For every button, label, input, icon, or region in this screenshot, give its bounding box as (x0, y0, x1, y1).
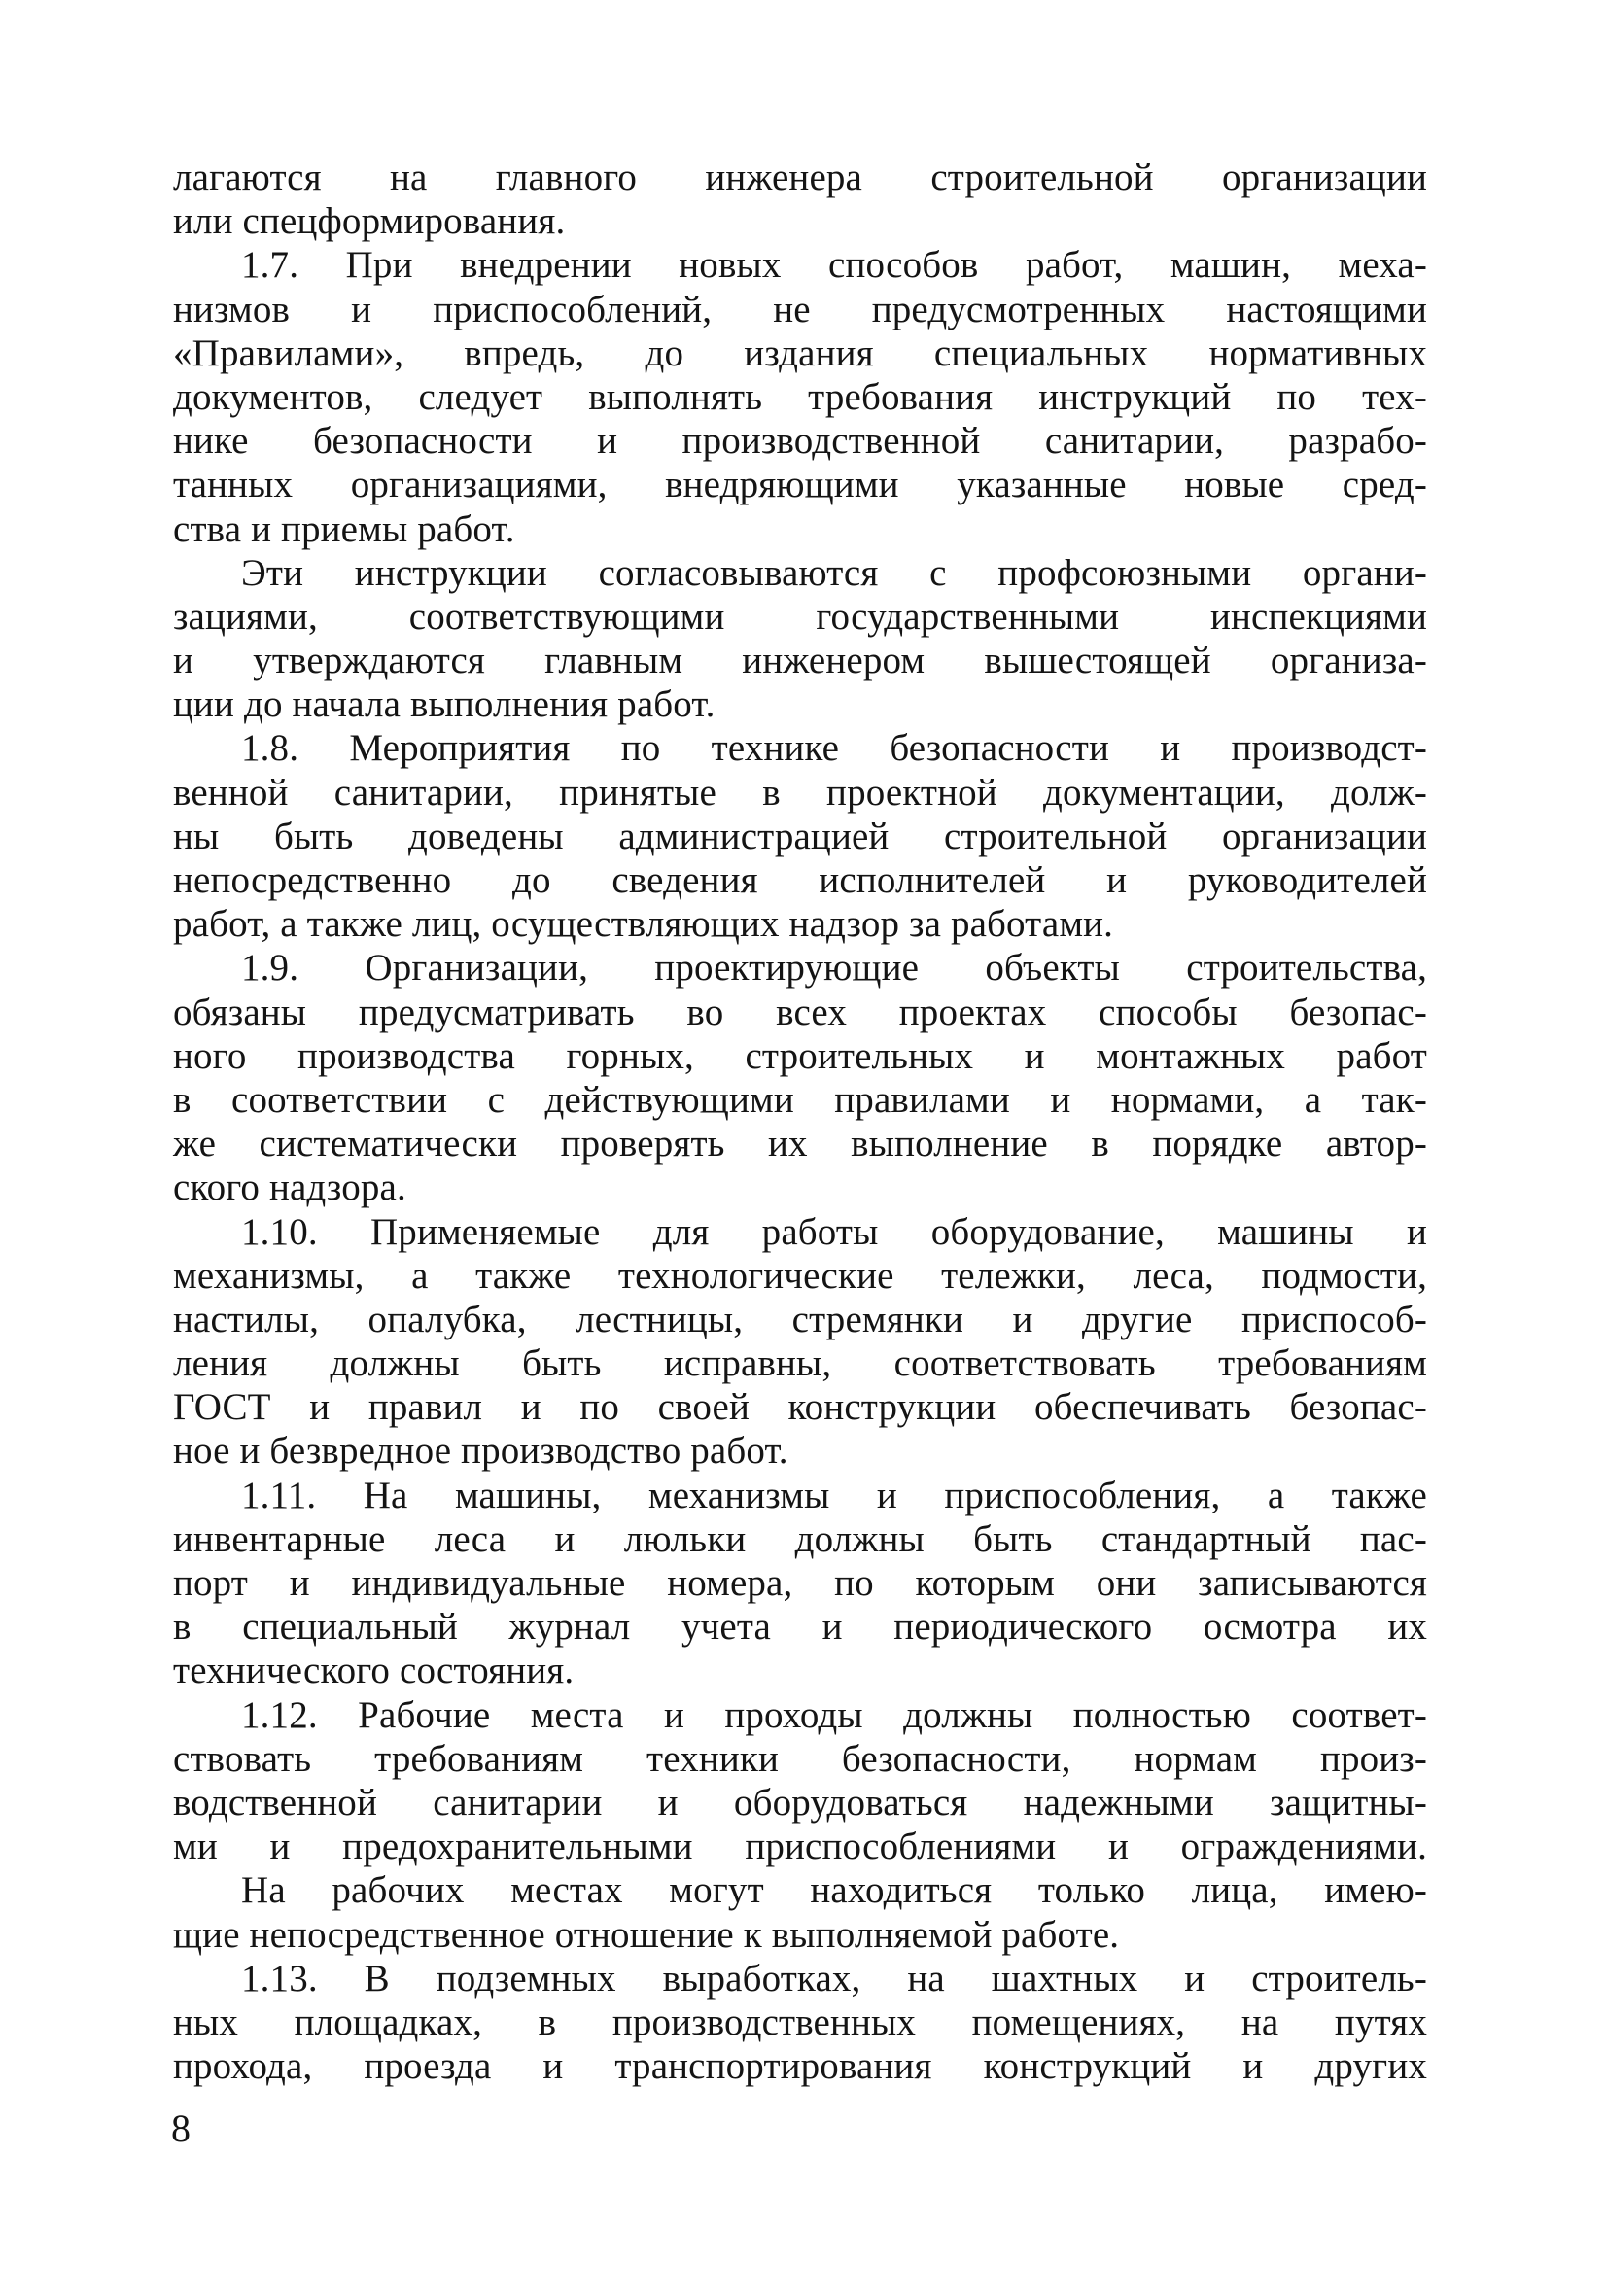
text-line: 1.12. Рабочие места и проходы должны полностью соответ- (241, 1693, 1427, 1736)
text-line: в специальный журнал учета и периодического осмотра их (173, 1606, 1427, 1649)
text-line: же систематически проверять их выполнение в порядке автор- (173, 1123, 1427, 1165)
text-line: ных площадках, в производственных помещениях, на путях (173, 2000, 1427, 2043)
text-line: щие непосредственное отношение к выполняемой работе. (173, 1913, 1120, 1956)
text-line: низмов и приспособлений, не предусмотренных настоящими (173, 288, 1427, 330)
text-line: ции до начала выполнения работ. (173, 683, 716, 726)
text-line: танных организациями, внедряющими указанные новые сред- (173, 464, 1427, 506)
text-line: ского надзора. (173, 1166, 406, 1209)
text-line: 1.9. Организации, проектирующие объекты строительства, (241, 947, 1427, 990)
page-number: 8 (171, 2106, 191, 2150)
text-line: порт и индивидуальные номера, по которым они записываются (173, 1562, 1427, 1604)
text-line: ны быть доведены администрацией строительной организации (173, 815, 1427, 857)
text-line: нике безопасности и производственной санитарии, разрабо- (173, 420, 1427, 463)
text-line: 1.10. Применяемые для работы оборудование, машины и (241, 1210, 1427, 1253)
text-line: ми и предохранительными приспособлениями и ограждениями. (173, 1826, 1427, 1868)
body-text (173, 156, 1427, 2088)
text-line: ГОСТ и правил и по своей конструкции обеспечивать безопас- (173, 1386, 1427, 1429)
text-line: лагаются на главного инженера строительной организации (173, 157, 1427, 198)
text-line: ствовать требованиям техники безопасности, нормам произ- (173, 1737, 1427, 1780)
text-line: обязаны предусматривать во всех проектах способы безопас- (173, 991, 1427, 1033)
text-line: ления должны быть исправны, соответствовать требованиям (173, 1342, 1427, 1385)
text-line: 1.11. На машины, механизмы и приспособления, а также (241, 1474, 1427, 1516)
text-line: На рабочих местах могут находиться только лица, имею- (241, 1869, 1427, 1912)
text-line: зациями, соответствующими государственными инспекциями (173, 595, 1427, 638)
text-line: настилы, опалубка, лестницы, стремянки и другие приспособ- (173, 1298, 1427, 1340)
text-line: «Правилами», впредь, до издания специальных нормативных (173, 331, 1427, 374)
text-line: водственной санитарии и оборудоваться надежными защитны- (173, 1781, 1427, 1824)
text-line: механизмы, а также технологические тележки, леса, подмости, (173, 1254, 1427, 1297)
text-line: работ, а также лиц, осуществляющих надзор за работами. (173, 903, 1114, 946)
text-line: документов, следует выполнять требования инструкций по тех- (173, 375, 1427, 418)
text-line: венной санитарии, принятые в проектной документации, долж- (173, 771, 1427, 814)
text-line: непосредственно до сведения исполнителей и руководителей (173, 859, 1427, 901)
text-line: 1.7. При внедрении новых способов работ, машин, меха- (241, 244, 1427, 287)
text-line: Эти инструкции согласовываются с профсоюзными органи- (241, 551, 1427, 594)
text-line: и утверждаются главным инженером вышестоящей организа- (173, 640, 1427, 682)
text-line: прохода, проезда и транспортирования конструкций и других (173, 2045, 1427, 2088)
text-line: 1.13. В подземных выработках, на шахтных и строитель- (241, 1957, 1427, 2000)
text-line: 1.8. Мероприятия по технике безопасности и производст- (241, 727, 1427, 770)
text-line: инвентарные леса и люльки должны быть стандартный пас- (173, 1517, 1427, 1560)
text-line: технического состояния. (173, 1650, 575, 1692)
text-line: или спецформирования. (173, 200, 566, 243)
text-line: ства и приемы работ. (173, 507, 515, 550)
text-line: в соответствии с действующими правилами и нормами, а так- (173, 1078, 1427, 1121)
text-line: ное и безвредное производство работ. (173, 1430, 788, 1473)
text-line: ного производства горных, строительных и монтажных работ (173, 1034, 1427, 1077)
